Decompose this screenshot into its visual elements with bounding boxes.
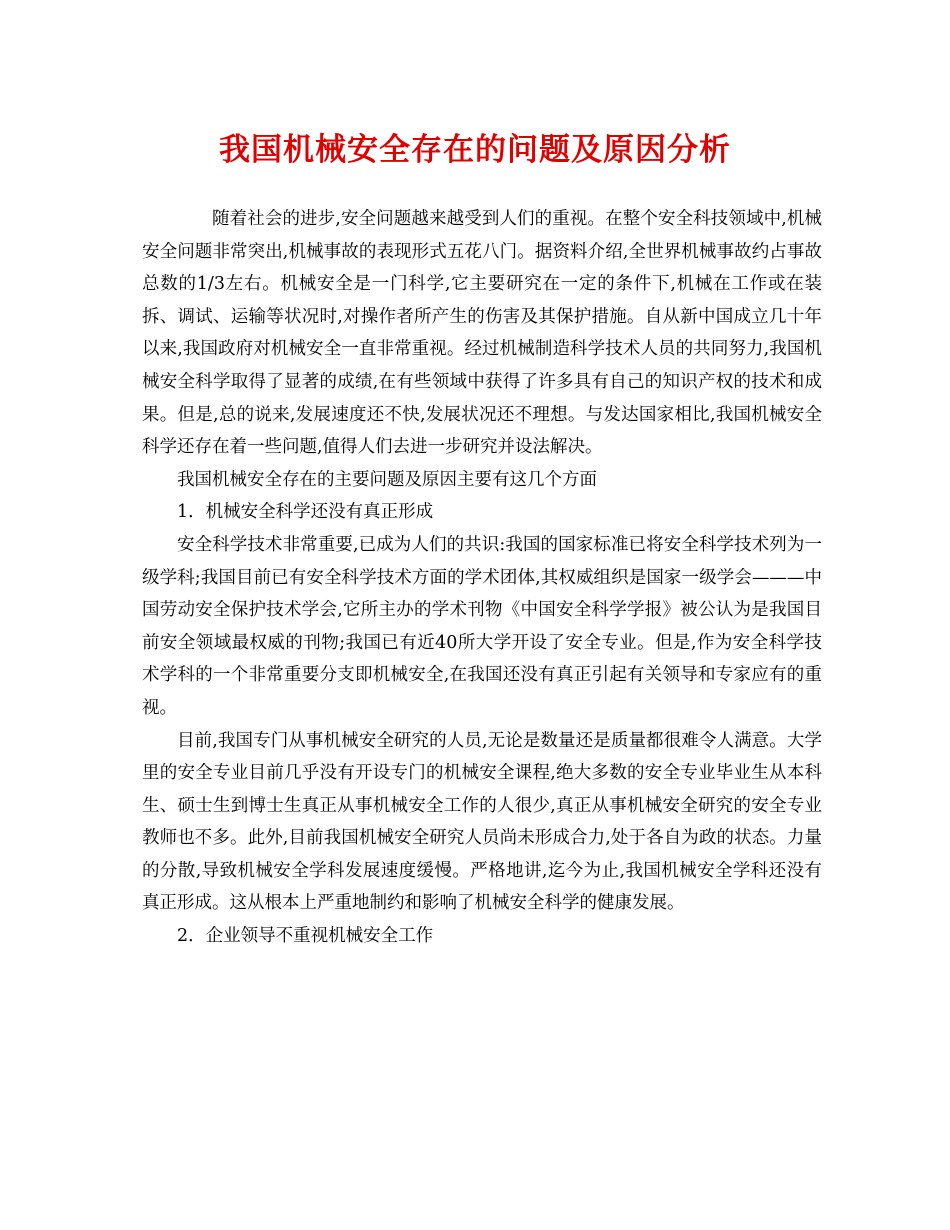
- paragraph-section-1b: 目前,我国专门从事机械安全研究的人员,无论是数量还是质量都很难令人满意。大学里的安全专业目前几乎没有开设专门的机械安全课程,绝大多数的安全专业毕业生从本科生、硕士生到博士生真正从事机械安全工作的人很少,真正从事机械安全研究的安全专业教师也不多。此外,目前我国机械安全研究人员尚未形成合力,处于各自为政的状态。力量的分散,导致机械安全学科发展速度缓慢。严格地讲,迄今为止,我国机械安全学科还没有真正形成。这从根本上严重地制约和影响了机械安全科学的健康发展。: [142, 730, 822, 914]
- paragraph-overview: 我国机械安全存在的主要问题及原因主要有这几个方面: [177, 469, 597, 490]
- paragraph-section-1a: 安全科学技术非常重要,已成为人们的共识:我国的国家标准已将安全科学技术列为一级学科;我国目前已有安全科学技术方面的学术团体,其权威组织是国家一级学会———中国劳动安全保护技术学会,它所主办的学术刊物《中国安全科学学报》被公认为是我国目前安全领域最权威的刊物;我国已有近40所大学开设了安全专业。但是,作为安全科学技术学科的一个非常重要分支即机械安全,在我国还没有真正引起有关领导和专家应有的重视。: [142, 534, 822, 718]
- document-body: [142, 203, 822, 953]
- paragraph-intro: 随着社会的进步,安全问题越来越受到人们的重视。在整个安全科技领域中,机械安全问题非常突出,机械事故的表现形式五花八门。据资料介绍,全世界机械事故约占事故总数的1/3左右。机械安全是一门科学,它主要研究在一定的条件下,机械在工作或在装拆、调试、运输等状况时,对操作者所产生的伤害及其保护措施。自从新中国成立几十年以来,我国政府对机械安全一直非常重视。经过机械制造科学技术人员的共同努力,我国机械安全科学取得了显著的成绩,在有些领域中获得了许多具有自己的知识产权的技术和成果。但是,总的说来,发展速度还不快,发展状况还不理想。与发达国家相比,我国机械安全科学还存在着一些问题,值得人们去进一步研究并设法解决。: [142, 209, 822, 458]
- section-heading-2: 2．企业领导不重视机械安全工作: [177, 926, 434, 947]
- section-heading-1: 1．机械安全科学还没有真正形成: [177, 502, 434, 523]
- page-title: 我国机械安全存在的问题及原因分析: [219, 132, 731, 168]
